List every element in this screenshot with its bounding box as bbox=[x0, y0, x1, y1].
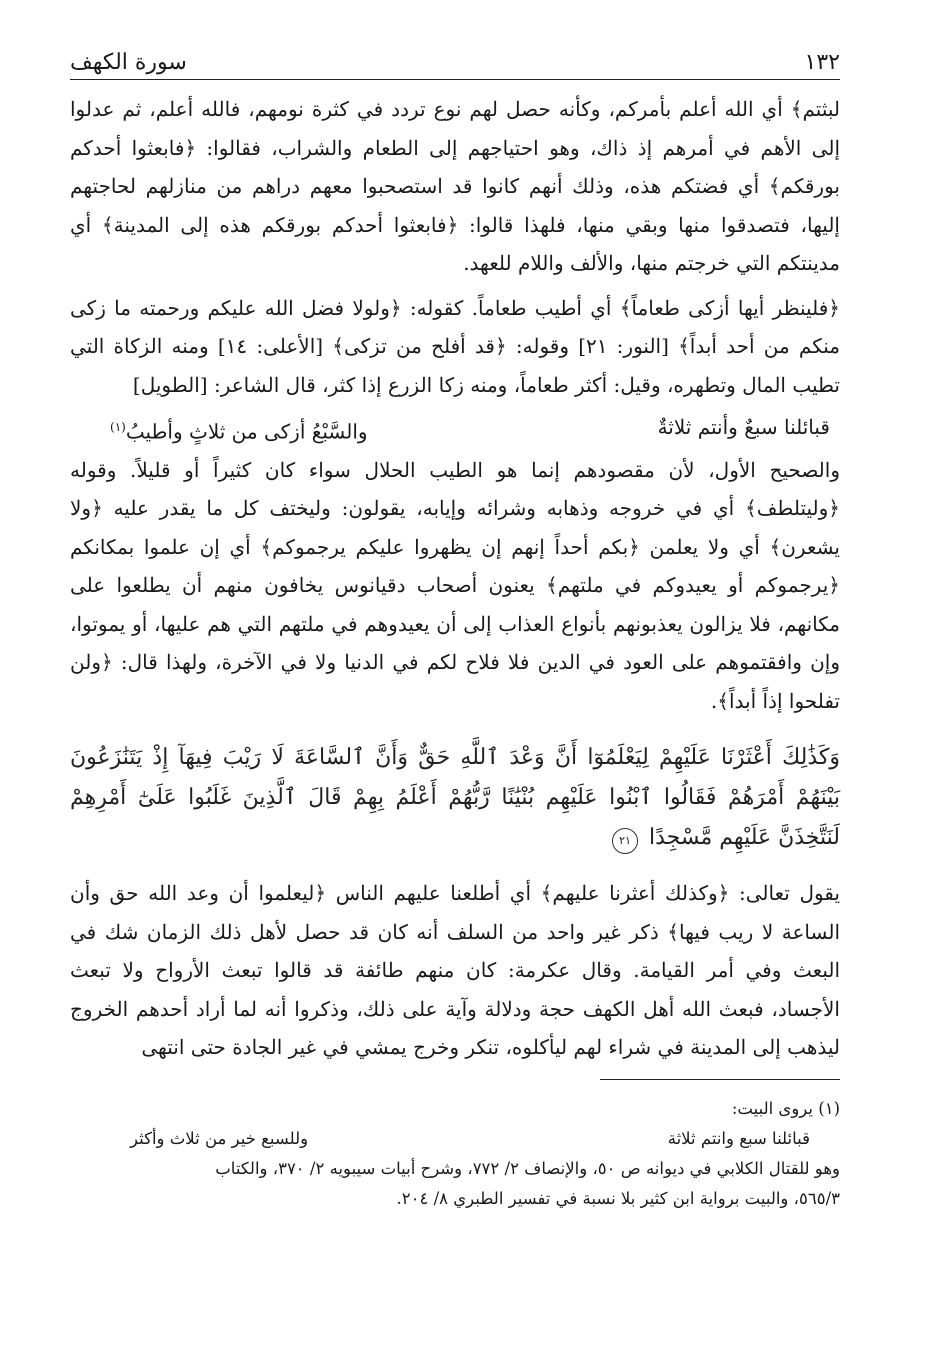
paragraph-2: ﴿فلينظر أيها أزكى طعاماً﴾ أي أطيب طعاماً. كقوله: ﴿ولولا فضل الله عليكم ورحمته ما زكى منكم من أحد أبداً﴾ [النور: ٢١] وقوله: ﴿قد أفلح من تزكى﴾ [الأعلى: ١٤] ومنه الزكاة التي تطيب المال وتطهره، وقيل: أكثر طعاماً، ومنه زكا الزرع إذا كثر، قال الشاعر: [الطويل] bbox=[70, 295, 841, 397]
paragraph-1: لبثتم﴾ أي الله أعلم بأمركم، وكأنه حصل لهم نوع تردد في كثرة نومهم، فالله أعلم، ثم عدلوا إلى الأهم في أمرهم إذ ذاك، وهو احتياجهم إلى الطعام والشراب، فقالوا: ﴿فابعثوا أحدكم بورقكم﴾ أي فضتكم هذه، وذلك أنهم كانوا قد استصحبوا معهم دراهم من منازلهم لحاجتهم إليها، فتصدقوا منها وبقي منها، فلهذا قالوا: ﴿فابعثوا أحدكم بورقكم هذه إلى المدينة﴾ أي مدينتكم التي خرجتم منها، والألف واللام للعهد. bbox=[70, 97, 840, 275]
paragraph-4: يقول تعالى: ﴿وكذلك أعثرنا عليهم﴾ أي أطلعنا عليهم الناس ﴿ليعلموا أن وعد الله حق وأن الساعة لا ريب فيها﴾ ذكر غير واحد من السلف أنه كان قد حصل لأهل ذلك الزمان شك في البعث وفي أمر القيامة. وقال عكرمة: كان منهم طائفة قد قالوا تبعث الأرواح ولا تبعث الأجساد، فبعث الله أهل الكهف حجة ودلالة وآية على ذلك، وذكروا أنه لما أراد أحدهم الخروج ليذهب إلى المدينة في شراء لهم ليأكلوه، تنكر وخرج يمشي في غير الجادة حتى انتهى bbox=[70, 881, 840, 1060]
footnote-line-2: ٥٦٥/٣، والبيت برواية ابن كثير بلا نسبة في تفسير الطبري ٨/ ٢٠٤. bbox=[396, 1188, 840, 1208]
book-page bbox=[70, 50, 840, 1214]
footnote-hemistich-second: وللسبع خير من ثلاث وأكثر bbox=[130, 1128, 309, 1148]
poetry-verse bbox=[70, 404, 840, 451]
footnote-verse bbox=[70, 1124, 840, 1154]
footnote-line-1: وهو للقتال الكلابي في ديوانه ص ٥٠، والإنصاف ٢/ ٧٧٢، وشرح أبيات سيبويه ٢/ ٣٧٠، والكتاب bbox=[215, 1158, 840, 1178]
page-header bbox=[70, 50, 840, 80]
surah-title: سورة الكهف bbox=[70, 50, 187, 75]
quran-verse-text: وَكَذَٰلِكَ أَعْثَرْنَا عَلَيْهِمْ لِيَعْلَمُوٓا أَنَّ وَعْدَ ٱللَّهِ حَقٌّ وَأَنَّ ٱلسَّاعَةَ لَا رَيْبَ فِيهَآ إِذْ يَتَنَٰزَعُونَ بَيْنَهُمْ أَمْرَهُمْ فَقَالُوا ٱبْنُوا عَلَيْهِم بُنْيَٰنًا رَّبُّهُمْ أَعْلَمُ بِهِمْ قَالَ ٱلَّذِينَ غَلَبُوا عَلَىٰٓ أَمْرِهِمْ لَنَتَّخِذَنَّ عَلَيْهِم مَّسْجِدًا bbox=[70, 745, 840, 851]
poem-hemistich-first: قبائلنا سبعٌ وأنتم ثلاثةٌ bbox=[657, 415, 830, 439]
ayah-number-marker: ٢١ bbox=[612, 828, 638, 854]
paragraph-3: والصحيح الأول، لأن مقصودهم إنما هو الطيب الحلال سواء كان كثيراً أو قليلاً. وقوله ﴿وليتلطف﴾ أي في خروجه وذهابه وشرائه وإيابه، يقولون: وليختف كل ما يقدر عليه ﴿ولا يشعرن﴾ أي ولا يعلمن ﴿بكم أحداً إنهم إن يظهروا عليكم يرجموكم﴾ أي إن علموا بمكانكم ﴿يرجموكم أو يعيدوكم في ملتهم﴾ يعنون أصحاب دقيانوس يخافون منهم أن يطلعوا على مكانهم، فلا يزالون يعذبونهم بأنواع العذاب إلى أن يعيدوهم في ملتهم التي هم عليها، أو يموتوا، وإن وافقتموهم على العود في الدين فلا فلاح لكم في الدنيا ولا في الآخرة، ولهذا قال: ﴿ولن تفلحوا إذاً أبداً﴾. bbox=[70, 457, 841, 713]
footnote-hemistich-first: قبائلنا سبع وانتم ثلاثة bbox=[667, 1128, 810, 1148]
footnote-reference: (١) bbox=[110, 420, 126, 434]
footnote-label: (١) يروى البيت: bbox=[731, 1098, 840, 1118]
footnotes bbox=[70, 1094, 840, 1214]
poem-hemistich-second: والسَّبْعُ أزكى من ثلاثٍ وأطيبُ$^{(١)}$ bbox=[110, 419, 368, 444]
footnote-divider bbox=[600, 1079, 840, 1080]
page-number: ١٣٢ bbox=[804, 50, 840, 75]
quran-verse-block bbox=[70, 738, 840, 858]
